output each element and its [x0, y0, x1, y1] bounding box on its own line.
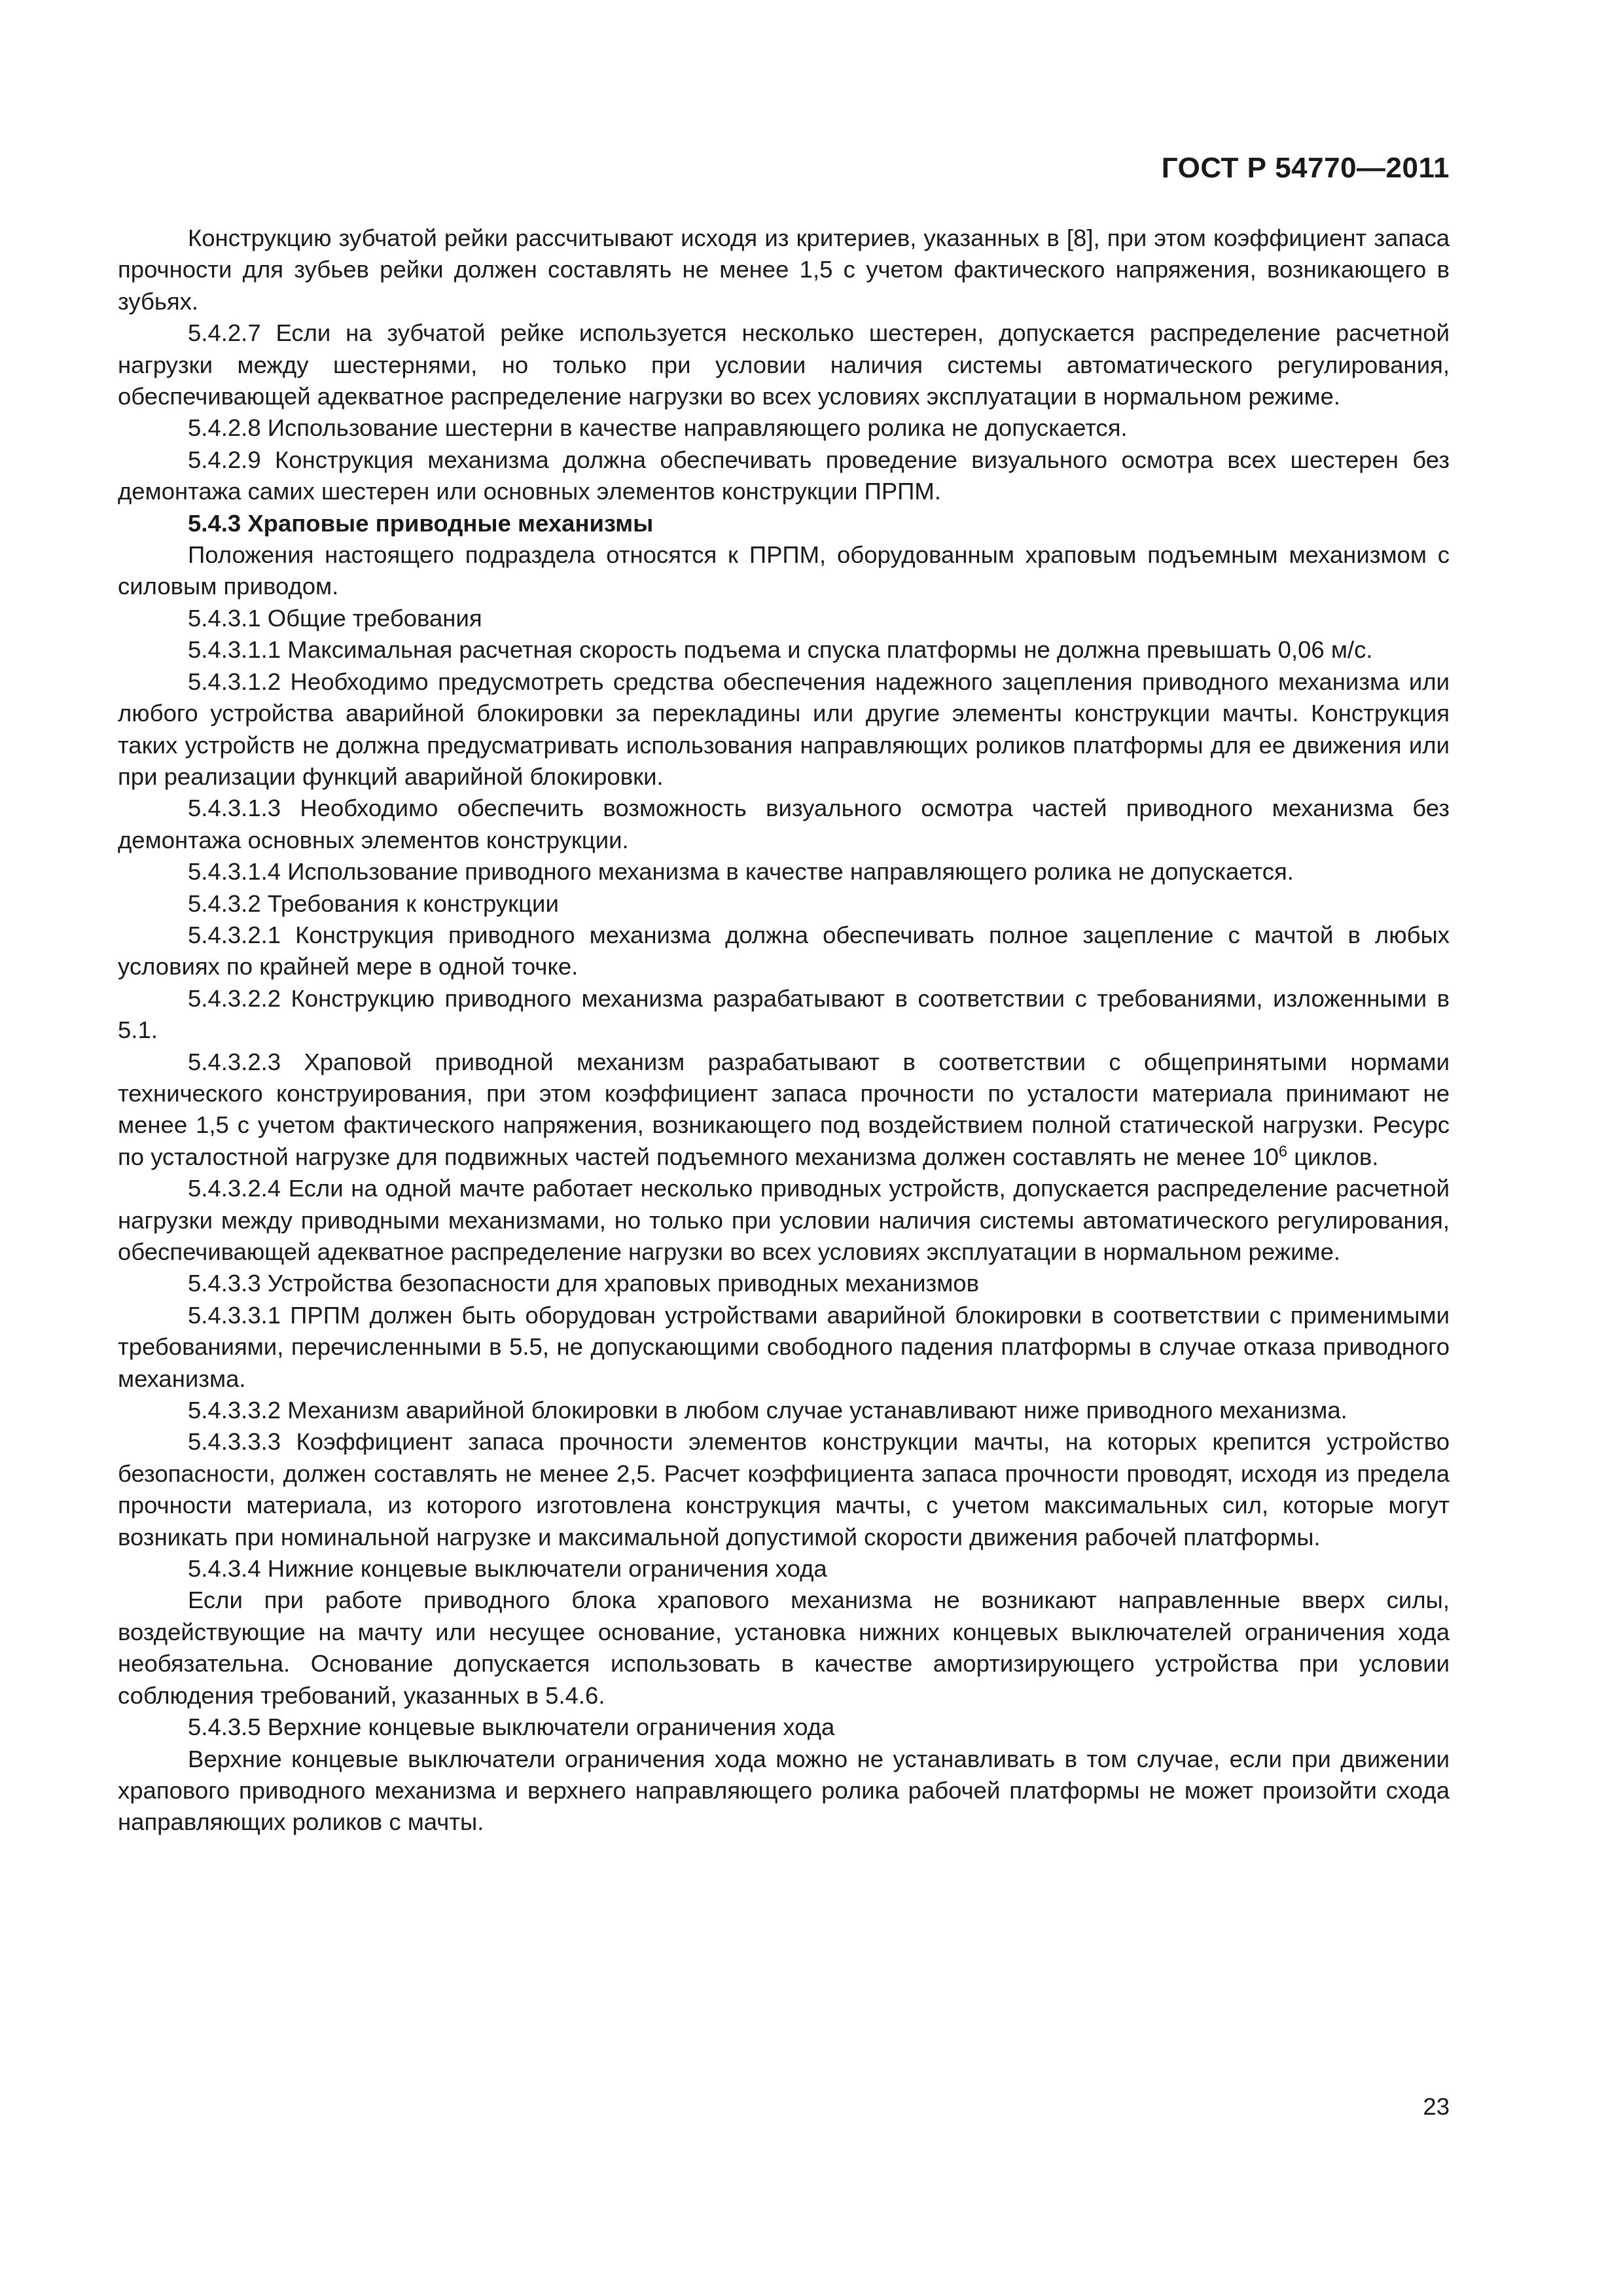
page-number: 23	[1423, 2093, 1450, 2120]
paragraph-5-4-3-3-1: 5.4.3.3.1 ПРПМ должен быть оборудован устройствами аварийной блокировки в соответствии с применимыми требованиями, перечисленными в 5.5, не допускающими свободного падения платформы в случае отказа приводного механизма.	[118, 1301, 1450, 1392]
paragraph-5-4-2-7: 5.4.2.7 Если на зубчатой рейке используется несколько шестерен, допускается распределение расчетной нагрузки между шестернями, но только при условии наличия системы автоматического регулирования, обеспечивающей адекватное распределение нагрузки во всех условиях эксплуатации в нормальном режиме.	[118, 319, 1450, 410]
paragraph-5-4-3-3-3: 5.4.3.3.3 Коэффициент запаса прочности элементов конструкции мачты, на которых крепится устройство безопасности, должен составлять не менее 2,5. Расчет коэффициента запаса прочности проводят, исходя из предела прочности материала, из которого изготовлена конструкция мачты, с учетом максимальных сил, которые могут возникать при номинальной нагрузке и максимальной допустимой скорости движения рабочей платформы.	[118, 1428, 1450, 1551]
paragraph-5-4-3-1-4: 5.4.3.1.4 Использование приводного механизма в качестве направляющего ролика не допускается.	[188, 858, 1294, 886]
paragraph-5-4-3-2-4: 5.4.3.2.4 Если на одной мачте работает несколько приводных устройств, допускается распределение расчетной нагрузки между приводными механизмами, но только при условии наличия системы автоматического регулирования, обеспечивающей адекватное распределение нагрузки во всех условиях эксплуатации в нормальном режиме.	[118, 1175, 1450, 1265]
paragraph-5-4-3-1-1: 5.4.3.1.1 Максимальная расчетная скорость подъема и спуска платформы не должна превышать 0,06 м/с.	[188, 636, 1373, 664]
subheading-5-4-3-2: 5.4.3.2 Требования к конструкции	[188, 889, 559, 917]
document-body	[118, 223, 1450, 1839]
paragraph-lower-limit-switches: Если при работе приводного блока храпового механизма не возникают направленные вверх силы, воздействующие на мачту или несущее основание, установка нижних концевых выключателей ограничения хода необязательна. Основание допускается использовать в качестве амортизирующего устройства при условии соблюдения требований, указанных в 5.4.6.	[118, 1587, 1450, 1709]
paragraph-5-4-3-2-3	[118, 1047, 1450, 1174]
section-heading-5-4-3: 5.4.3 Храповые приводные механизмы	[188, 509, 654, 537]
paragraph-5-4-3-3-2: 5.4.3.3.2 Механизм аварийной блокировки в любом случае устанавливают ниже приводного механизма.	[188, 1397, 1347, 1424]
paragraph-5-4-2-8: 5.4.2.8 Использование шестерни в качестве направляющего ролика не допускается.	[188, 414, 1128, 442]
paragraph-5-4-3-1-2: 5.4.3.1.2 Необходимо предусмотреть средства обеспечения надежного зацепления приводного механизма или любого устройства аварийной блокировки за перекладины или другие элементы конструкции мачты. Конструкция таких устройств не должна предусматривать использования направляющих роликов платформы для ее движения или при реализации функций аварийной блокировки.	[118, 668, 1450, 790]
paragraph-5-4-3-2-3-tail: циклов.	[1287, 1143, 1379, 1170]
paragraph-upper-limit-switches: Верхние концевые выключатели ограничения хода можно не устанавливать в том случае, если при движении храпового приводного механизма и верхнего направляющего ролика рабочей платформы не может произойти схода направляющих роликов с мачты.	[118, 1745, 1450, 1836]
paragraph-5-4-3-2-1: 5.4.3.2.1 Конструкция приводного механизма должна обеспечивать полное зацепление с мачтой в любых условиях по крайней мере в одной точке.	[118, 921, 1450, 980]
paragraph-5-4-3-1-3: 5.4.3.1.3 Необходимо обеспечить возможность визуального осмотра частей приводного механизма без демонтажа основных элементов конструкции.	[118, 795, 1450, 853]
paragraph-section-scope: Положения настоящего подраздела относятся к ПРПМ, оборудованным храповым подъемным механизмом с силовым приводом.	[118, 541, 1450, 600]
paragraph-5-4-2-9: 5.4.2.9 Конструкция механизма должна обеспечивать проведение визуального осмотра всех шестерен без демонтажа самих шестерен или основных элементов конструкции ПРПМ.	[118, 446, 1450, 505]
exponent: 6	[1278, 1143, 1288, 1160]
subheading-5-4-3-4: 5.4.3.4 Нижние концевые выключатели ограничения хода	[188, 1555, 827, 1583]
document-code: ГОСТ Р 54770—2011	[1161, 152, 1450, 184]
paragraph-5-4-3-2-2: 5.4.3.2.2 Конструкцию приводного механизма разрабатывают в соответствии с требованиями, изложенными в 5.1.	[118, 984, 1450, 1044]
paragraph-5-4-3-2-3-text: 5.4.3.2.3 Храповой приводной механизм разрабатывают в соответствии с общепринятыми нормами технического конструирования, при этом коэффициент запаса прочности по усталости материала принимают не менее 1,5 с учетом фактического напряжения, возникающего под воздействием полной статической нагрузки. Ресурс по усталостной нагрузке для подвижных частей подъемного механизма должен составлять не менее 10	[118, 1048, 1450, 1170]
subheading-5-4-3-5: 5.4.3.5 Верхние концевые выключатели ограничения хода	[188, 1713, 835, 1741]
subheading-5-4-3-3: 5.4.3.3 Устройства безопасности для храповых приводных механизмов	[188, 1270, 979, 1297]
paragraph-rack-design: Конструкцию зубчатой рейки рассчитывают исходя из критериев, указанных в [8], при этом коэффициент запаса прочности для зубьев рейки должен составлять не менее 1,5 с учетом фактического напряжения, возникающего в зубьях.	[118, 224, 1450, 315]
subheading-5-4-3-1: 5.4.3.1 Общие требования	[188, 604, 482, 632]
